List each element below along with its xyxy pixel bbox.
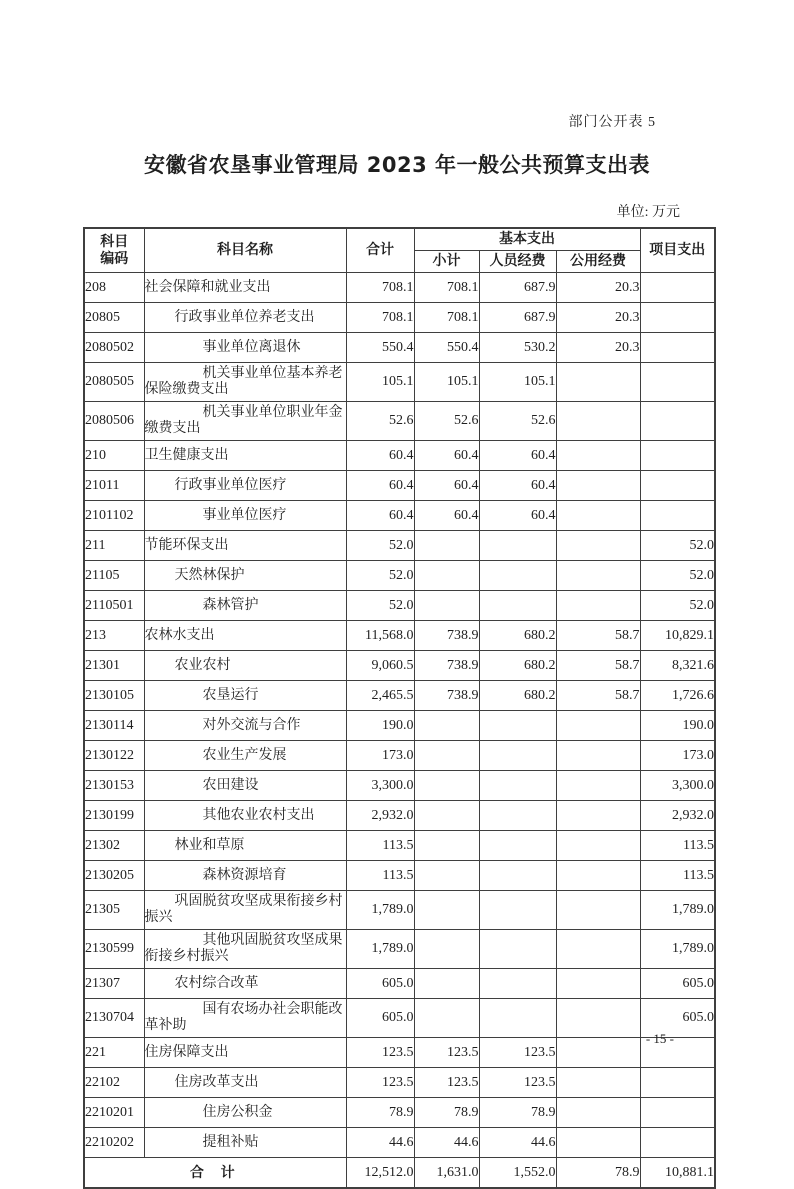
cell-public: 58.7 [556, 681, 640, 711]
cell-project [640, 471, 715, 501]
cell-personnel: 687.9 [479, 303, 556, 333]
cell-code: 2130704 [84, 999, 144, 1038]
cell-code: 21301 [84, 651, 144, 681]
table-row [84, 591, 715, 621]
cell-total: 1,789.0 [346, 891, 414, 930]
col-header-name: 科目名称 [144, 228, 346, 273]
cell-code: 2210201 [84, 1098, 144, 1128]
cell-code: 2130105 [84, 681, 144, 711]
total-public: 78.9 [556, 1158, 640, 1189]
cell-name: 社会保障和就业支出 [144, 273, 346, 303]
budget-table [83, 227, 716, 1189]
col-header-total: 合计 [346, 228, 414, 273]
cell-name: 卫生健康支出 [144, 441, 346, 471]
cell-personnel: 687.9 [479, 273, 556, 303]
table-row [84, 771, 715, 801]
cell-total: 78.9 [346, 1098, 414, 1128]
cell-subtotal [414, 531, 479, 561]
col-header-basic-group: 基本支出 [414, 228, 640, 251]
col-header-personnel: 人员经费 [479, 251, 556, 273]
cell-subtotal: 60.4 [414, 501, 479, 531]
cell-name: 行政事业单位养老支出 [144, 303, 346, 333]
cell-total: 190.0 [346, 711, 414, 741]
table-row [84, 1068, 715, 1098]
table-row [84, 1128, 715, 1158]
col-header-code-line2: 编码 [100, 250, 129, 267]
cell-total: 9,060.5 [346, 651, 414, 681]
cell-project [640, 333, 715, 363]
cell-public [556, 591, 640, 621]
cell-subtotal [414, 561, 479, 591]
cell-name: 农田建设 [144, 771, 346, 801]
total-row [84, 1158, 715, 1189]
cell-personnel: 123.5 [479, 1068, 556, 1098]
cell-public [556, 1128, 640, 1158]
table-row [84, 651, 715, 681]
cell-personnel: 60.4 [479, 471, 556, 501]
col-header-subtotal: 小计 [414, 251, 479, 273]
cell-code: 211 [84, 531, 144, 561]
cell-total: 605.0 [346, 969, 414, 999]
cell-total: 52.0 [346, 531, 414, 561]
cell-name: 农业农村 [144, 651, 346, 681]
cell-subtotal: 60.4 [414, 471, 479, 501]
table-row [84, 621, 715, 651]
cell-personnel [479, 861, 556, 891]
cell-name: 国有农场办社会职能改革补助 [144, 999, 346, 1038]
table-row [84, 561, 715, 591]
cell-project [640, 402, 715, 441]
cell-personnel: 680.2 [479, 651, 556, 681]
cell-personnel [479, 531, 556, 561]
cell-personnel: 60.4 [479, 501, 556, 531]
table-row [84, 1098, 715, 1128]
cell-name: 森林资源培育 [144, 861, 346, 891]
total-amount: 12,512.0 [346, 1158, 414, 1189]
table-row [84, 303, 715, 333]
cell-total: 1,789.0 [346, 930, 414, 969]
cell-subtotal: 52.6 [414, 402, 479, 441]
table-row [84, 801, 715, 831]
cell-code: 2130122 [84, 741, 144, 771]
table-row [84, 273, 715, 303]
cell-name: 住房保障支出 [144, 1038, 346, 1068]
cell-subtotal [414, 741, 479, 771]
cell-project: 1,726.6 [640, 681, 715, 711]
cell-public [556, 801, 640, 831]
cell-personnel: 52.6 [479, 402, 556, 441]
cell-public [556, 1098, 640, 1128]
cell-personnel: 60.4 [479, 441, 556, 471]
cell-name: 节能环保支出 [144, 531, 346, 561]
cell-project: 52.0 [640, 591, 715, 621]
table-row [84, 471, 715, 501]
cell-code: 2080502 [84, 333, 144, 363]
cell-project: 113.5 [640, 831, 715, 861]
cell-code: 2101102 [84, 501, 144, 531]
cell-subtotal: 60.4 [414, 441, 479, 471]
cell-subtotal: 708.1 [414, 303, 479, 333]
cell-project [640, 303, 715, 333]
cell-subtotal [414, 891, 479, 930]
cell-code: 21105 [84, 561, 144, 591]
cell-public [556, 441, 640, 471]
table-row [84, 1038, 715, 1068]
page-number: - 15 - [645, 1031, 674, 1046]
cell-public [556, 1038, 640, 1068]
cell-project: 113.5 [640, 861, 715, 891]
cell-subtotal: 738.9 [414, 621, 479, 651]
cell-name: 事业单位离退休 [144, 333, 346, 363]
table-header [84, 228, 715, 273]
cell-total: 550.4 [346, 333, 414, 363]
cell-code: 2130205 [84, 861, 144, 891]
cell-public: 20.3 [556, 333, 640, 363]
cell-public [556, 891, 640, 930]
cell-total: 60.4 [346, 501, 414, 531]
cell-total: 11,568.0 [346, 621, 414, 651]
cell-code: 2080505 [84, 363, 144, 402]
cell-code: 208 [84, 273, 144, 303]
cell-name: 事业单位医疗 [144, 501, 346, 531]
col-header-code [84, 228, 144, 273]
cell-total: 52.0 [346, 591, 414, 621]
cell-personnel [479, 969, 556, 999]
cell-total: 3,300.0 [346, 771, 414, 801]
cell-subtotal: 738.9 [414, 651, 479, 681]
cell-project: 1,789.0 [640, 930, 715, 969]
cell-public: 20.3 [556, 303, 640, 333]
cell-public [556, 861, 640, 891]
cell-project [640, 273, 715, 303]
cell-project: 173.0 [640, 741, 715, 771]
cell-code: 2130199 [84, 801, 144, 831]
cell-name: 农村综合改革 [144, 969, 346, 999]
cell-total: 2,465.5 [346, 681, 414, 711]
cell-total: 52.6 [346, 402, 414, 441]
cell-public [556, 1068, 640, 1098]
table-row [84, 861, 715, 891]
cell-project [640, 1098, 715, 1128]
cell-public [556, 711, 640, 741]
cell-public [556, 531, 640, 561]
cell-total: 123.5 [346, 1038, 414, 1068]
cell-personnel: 123.5 [479, 1038, 556, 1068]
cell-project [640, 1128, 715, 1158]
cell-name: 机关事业单位基本养老保险缴费支出 [144, 363, 346, 402]
cell-code: 20805 [84, 303, 144, 333]
table-footer [84, 1158, 715, 1189]
cell-public [556, 741, 640, 771]
cell-subtotal: 78.9 [414, 1098, 479, 1128]
cell-project [640, 441, 715, 471]
table-row [84, 363, 715, 402]
cell-project: 10,829.1 [640, 621, 715, 651]
cell-total: 113.5 [346, 861, 414, 891]
cell-project [640, 1068, 715, 1098]
cell-name: 机关事业单位职业年金缴费支出 [144, 402, 346, 441]
cell-personnel [479, 801, 556, 831]
cell-total: 173.0 [346, 741, 414, 771]
cell-project: 605.0 [640, 969, 715, 999]
cell-total: 44.6 [346, 1128, 414, 1158]
cell-total: 123.5 [346, 1068, 414, 1098]
cell-subtotal [414, 801, 479, 831]
table-row [84, 441, 715, 471]
cell-total: 2,932.0 [346, 801, 414, 831]
cell-code: 2110501 [84, 591, 144, 621]
table-row [84, 711, 715, 741]
page-title: 安徽省农垦事业管理局 2023 年一般公共预算支出表 [143, 153, 651, 177]
cell-total: 605.0 [346, 999, 414, 1038]
cell-project: 190.0 [640, 711, 715, 741]
cell-subtotal [414, 930, 479, 969]
cell-total: 52.0 [346, 561, 414, 591]
cell-public [556, 402, 640, 441]
table-row [84, 930, 715, 969]
header-row-1 [84, 228, 715, 251]
cell-project [640, 501, 715, 531]
cell-code: 2130153 [84, 771, 144, 801]
col-header-public: 公用经费 [556, 251, 640, 273]
cell-personnel: 680.2 [479, 681, 556, 711]
cell-project: 2,932.0 [640, 801, 715, 831]
cell-code: 21305 [84, 891, 144, 930]
cell-total: 113.5 [346, 831, 414, 861]
table-row [84, 891, 715, 930]
cell-subtotal [414, 711, 479, 741]
cell-personnel: 680.2 [479, 621, 556, 651]
cell-name: 行政事业单位医疗 [144, 471, 346, 501]
cell-subtotal: 738.9 [414, 681, 479, 711]
cell-name: 森林管护 [144, 591, 346, 621]
cell-public [556, 771, 640, 801]
cell-personnel: 44.6 [479, 1128, 556, 1158]
table-row [84, 402, 715, 441]
cell-total: 708.1 [346, 273, 414, 303]
doc-label: 部门公开表 5 [568, 115, 656, 130]
cell-personnel [479, 741, 556, 771]
total-label: 合 计 [84, 1158, 346, 1189]
cell-name: 住房改革支出 [144, 1068, 346, 1098]
cell-subtotal: 708.1 [414, 273, 479, 303]
cell-personnel [479, 771, 556, 801]
cell-code: 22102 [84, 1068, 144, 1098]
cell-code: 221 [84, 1038, 144, 1068]
cell-name: 其他巩固脱贫攻坚成果衔接乡村振兴 [144, 930, 346, 969]
table-row [84, 333, 715, 363]
cell-personnel [479, 999, 556, 1038]
cell-subtotal: 123.5 [414, 1038, 479, 1068]
cell-code: 2130599 [84, 930, 144, 969]
cell-project: 3,300.0 [640, 771, 715, 801]
cell-personnel [479, 561, 556, 591]
total-personnel: 1,552.0 [479, 1158, 556, 1189]
cell-total: 60.4 [346, 441, 414, 471]
col-header-code-line1: 科目 [100, 233, 129, 250]
cell-personnel [479, 711, 556, 741]
cell-name: 农垦运行 [144, 681, 346, 711]
cell-subtotal [414, 591, 479, 621]
cell-personnel [479, 891, 556, 930]
cell-total: 708.1 [346, 303, 414, 333]
total-subtotal: 1,631.0 [414, 1158, 479, 1189]
cell-subtotal [414, 831, 479, 861]
cell-project: 52.0 [640, 531, 715, 561]
cell-code: 2080506 [84, 402, 144, 441]
cell-public: 20.3 [556, 273, 640, 303]
table-row [84, 831, 715, 861]
cell-subtotal: 105.1 [414, 363, 479, 402]
table-row [84, 741, 715, 771]
cell-public [556, 999, 640, 1038]
cell-name: 农业生产发展 [144, 741, 346, 771]
cell-project [640, 363, 715, 402]
col-header-project: 项目支出 [640, 228, 715, 273]
cell-public: 58.7 [556, 621, 640, 651]
cell-code: 21302 [84, 831, 144, 861]
cell-personnel: 530.2 [479, 333, 556, 363]
total-project: 10,881.1 [640, 1158, 715, 1189]
cell-public [556, 561, 640, 591]
cell-code: 2130114 [84, 711, 144, 741]
cell-subtotal: 550.4 [414, 333, 479, 363]
cell-personnel [479, 591, 556, 621]
cell-project: 605.0 [640, 999, 715, 1038]
cell-public [556, 363, 640, 402]
cell-subtotal [414, 969, 479, 999]
table-row [84, 501, 715, 531]
cell-personnel [479, 930, 556, 969]
cell-public [556, 969, 640, 999]
cell-subtotal: 44.6 [414, 1128, 479, 1158]
cell-subtotal [414, 771, 479, 801]
cell-public [556, 501, 640, 531]
cell-personnel [479, 831, 556, 861]
table-row [84, 969, 715, 999]
table-row [84, 531, 715, 561]
table-row [84, 999, 715, 1038]
cell-total: 105.1 [346, 363, 414, 402]
table-row [84, 681, 715, 711]
cell-name: 农林水支出 [144, 621, 346, 651]
cell-code: 2210202 [84, 1128, 144, 1158]
cell-name: 其他农业农村支出 [144, 801, 346, 831]
cell-name: 住房公积金 [144, 1098, 346, 1128]
cell-name: 天然林保护 [144, 561, 346, 591]
cell-public: 58.7 [556, 651, 640, 681]
cell-project: 8,321.6 [640, 651, 715, 681]
cell-personnel: 105.1 [479, 363, 556, 402]
unit-note: 单位: 万元 [616, 205, 680, 220]
cell-subtotal [414, 861, 479, 891]
cell-code: 210 [84, 441, 144, 471]
cell-subtotal: 123.5 [414, 1068, 479, 1098]
cell-name: 巩固脱贫攻坚成果衔接乡村振兴 [144, 891, 346, 930]
cell-personnel: 78.9 [479, 1098, 556, 1128]
cell-name: 对外交流与合作 [144, 711, 346, 741]
cell-public [556, 471, 640, 501]
cell-public [556, 831, 640, 861]
cell-name: 提租补贴 [144, 1128, 346, 1158]
cell-code: 21307 [84, 969, 144, 999]
cell-project: 1,789.0 [640, 891, 715, 930]
cell-project: 52.0 [640, 561, 715, 591]
cell-public [556, 930, 640, 969]
cell-name: 林业和草原 [144, 831, 346, 861]
cell-subtotal [414, 999, 479, 1038]
cell-code: 21011 [84, 471, 144, 501]
cell-code: 213 [84, 621, 144, 651]
budget-table-body [84, 273, 715, 1158]
cell-total: 60.4 [346, 471, 414, 501]
